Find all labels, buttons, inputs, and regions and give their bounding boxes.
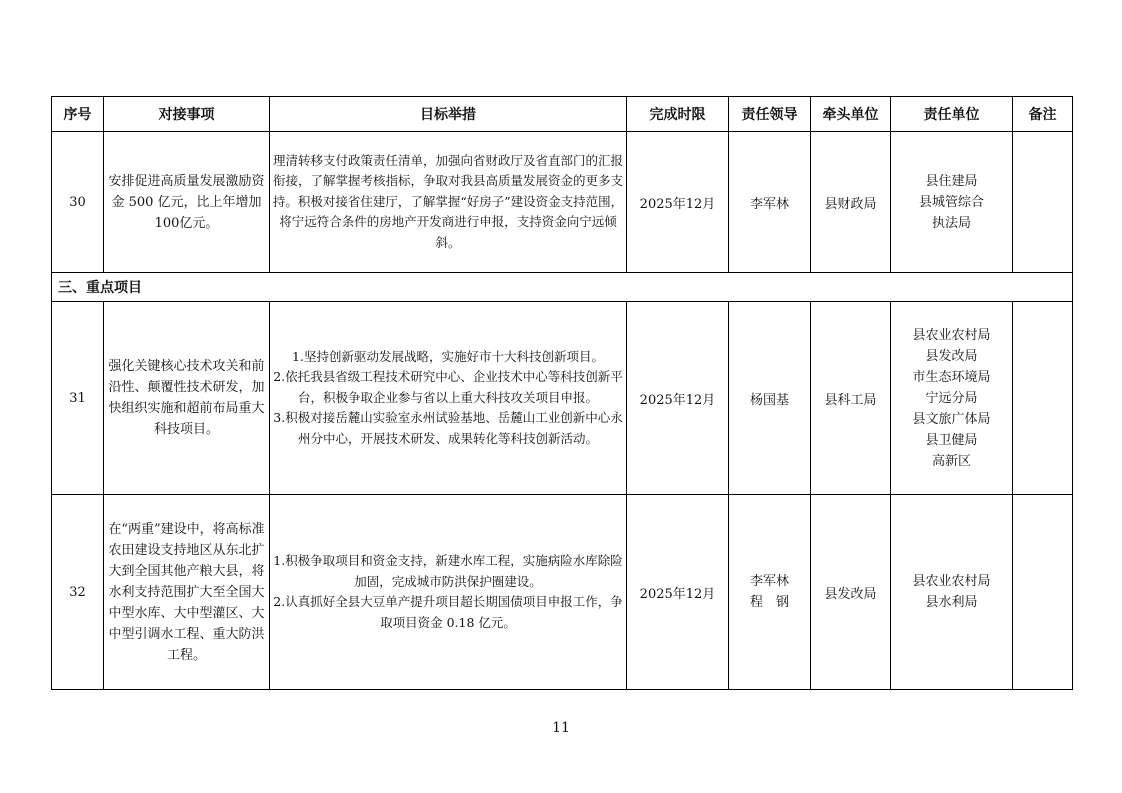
- resp-unit: 县城管综合: [918, 194, 984, 210]
- header-measures: 目标举措: [270, 97, 627, 132]
- section-row: [52, 273, 1073, 302]
- cell-leader: 李军林: [729, 132, 811, 273]
- resp-unit: 县住建局: [925, 173, 978, 189]
- leader-name: 程 钢: [749, 595, 789, 610]
- measure-line: 1.坚持创新驱动发展战略，实施好市十大科技创新项目。: [292, 348, 604, 364]
- cell-lead-unit: 县发改局: [811, 495, 891, 690]
- cell-item: 安排促进高质量发展激励资金 500 亿元，比上年增加100亿元。: [104, 132, 270, 273]
- table-row: [52, 302, 1073, 495]
- cell-measures: [270, 302, 627, 495]
- cell-leader: 杨国基: [729, 302, 811, 495]
- header-leader: 责任领导: [729, 97, 811, 132]
- cell-resp-units: [891, 495, 1013, 690]
- table-row: [52, 132, 1073, 273]
- cell-lead-unit: 县财政局: [811, 132, 891, 273]
- cell-item: 强化关键核心技术攻关和前沿性、颠覆性技术研发，加快组织实施和超前布局重大科技项目。: [104, 302, 270, 495]
- header-remark: 备注: [1013, 97, 1073, 132]
- leader-name: 李军林: [749, 574, 789, 589]
- cell-lead-unit: 县科工局: [811, 302, 891, 495]
- cell-deadline: 2025年12月: [627, 495, 729, 690]
- resp-unit: 宁远分局: [925, 390, 978, 406]
- measure-line: 2.依托我县省级工程技术研究中心、企业技术中心等科技创新平台，积极争取企业参与省以上重大科技攻关项目申报。: [273, 369, 623, 405]
- section-title: 三、重点项目: [52, 273, 1073, 302]
- resp-unit: 市生态环境局: [912, 369, 991, 385]
- resp-unit: 县农业农村局: [912, 327, 991, 343]
- cell-item: 在“两重”建设中，将高标准农田建设支持地区从东北扩大到全国其他产粮大县，将水利支持范围扩大至全国大中型水库、大中型灌区、大中型引调水工程、重大防洪工程。: [104, 495, 270, 690]
- cell-remark: [1013, 132, 1073, 273]
- cell-resp-units: [891, 132, 1013, 273]
- measure-line: 3.积极对接岳麓山实验室永州试验基地、岳麓山工业创新中心永州分中心，开展技术研发、成果转化等科技创新活动。: [273, 410, 623, 446]
- cell-measures: 理清转移支付政策责任清单，加强向省财政厅及省直部门的汇报衔接，了解掌握考核指标，争取对我县高质量发展资金的更多支持。积极对接省住建厅，了解掌握“好房子”建设资金支持范围，将宁远符合条件的房地产开发商进行申报，支持资金向宁远倾斜。: [270, 132, 627, 273]
- table-row: [52, 495, 1073, 690]
- measure-line: 1.积极争取项目和资金支持，新建水库工程，实施病险水库除险加固，完成城市防洪保护圈建设。: [273, 553, 623, 589]
- cell-resp-units: [891, 302, 1013, 495]
- cell-remark: [1013, 302, 1073, 495]
- header-resp-unit: 责任单位: [891, 97, 1013, 132]
- header-item: 对接事项: [104, 97, 270, 132]
- resp-unit: 县农业农村局: [912, 574, 991, 589]
- header-seq: 序号: [52, 97, 104, 132]
- measure-line: 2.认真抓好全县大豆单产提升项目超长期国债项目申报工作，争取项目资金 0.18 亿元。: [273, 594, 623, 630]
- page-number: 11: [552, 720, 570, 736]
- cell-deadline: 2025年12月: [627, 302, 729, 495]
- resp-unit: 高新区: [931, 453, 971, 469]
- cell-seq: 32: [52, 495, 104, 690]
- resp-unit: 执法局: [931, 215, 971, 231]
- resp-unit: 县发改局: [925, 348, 978, 364]
- cell-deadline: 2025年12月: [627, 132, 729, 273]
- resp-unit: 县水利局: [925, 595, 978, 610]
- cell-measures: [270, 495, 627, 690]
- header-deadline: 完成时限: [627, 97, 729, 132]
- resp-unit: 县文旅广体局: [912, 411, 991, 427]
- cell-remark: [1013, 495, 1073, 690]
- cell-seq: 31: [52, 302, 104, 495]
- cell-leader: [729, 495, 811, 690]
- task-table: [51, 96, 1073, 690]
- cell-seq: 30: [52, 132, 104, 273]
- resp-unit: 县卫健局: [925, 432, 978, 448]
- table-header-row: [52, 97, 1073, 132]
- header-lead-unit: 牵头单位: [811, 97, 891, 132]
